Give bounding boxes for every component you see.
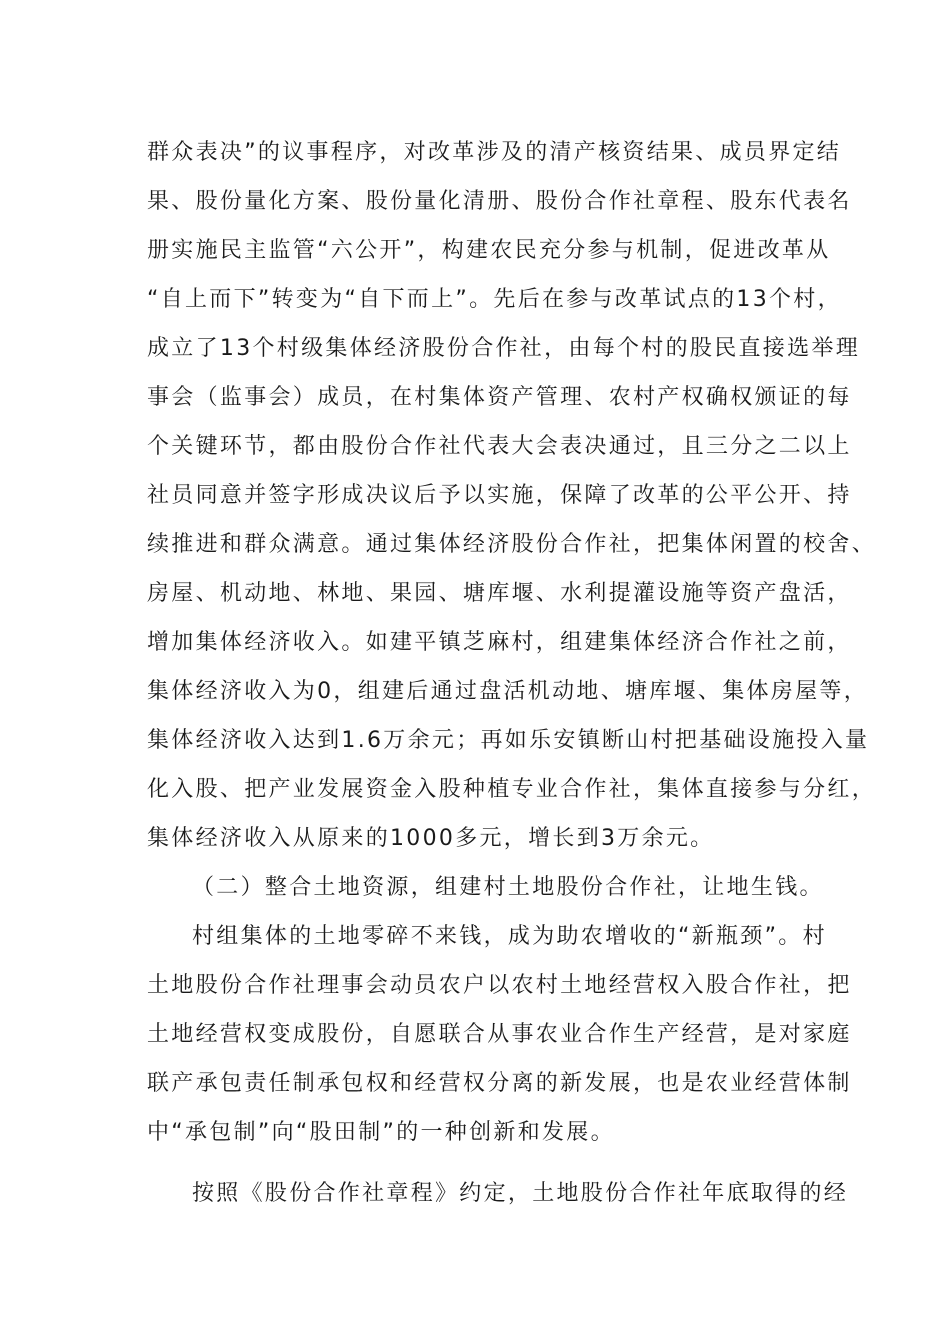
text-line: 事会（监事会）成员，在村集体资产管理、农村产权确权颁证的每 [147, 385, 852, 410]
paragraph-first-line: 村组集体的土地零碎不来钱，成为助农增收的“新瓶颈”。村 [192, 924, 827, 949]
text-line: 成立了13个村级集体经济股份合作社，由每个村的股民直接选举理 [147, 336, 860, 361]
text-line: 集体经济收入达到1.6万余元；再如乐安镇断山村把基础设施投入量 [147, 728, 870, 753]
text-line: 续推进和群众满意。通过集体经济股份合作社，把集体闲置的校舍、 [147, 532, 877, 557]
text-line: 房屋、机动地、林地、果园、塘库堰、水利提灌设施等资产盘活， [147, 581, 852, 606]
section-heading: （二）整合土地资源，组建村土地股份合作社，让地生钱。 [192, 875, 824, 900]
text-line: 集体经济收入为0，组建后通过盘活机动地、塘库堰、集体房屋等， [147, 679, 868, 704]
text-line: 中“承包制”向“股田制”的一种创新和发展。 [147, 1120, 615, 1145]
paragraph-first-line: 按照《股份合作社章程》约定，土地股份合作社年底取得的经 [192, 1181, 849, 1206]
text-line: 果、股份量化方案、股份量化清册、股份合作社章程、股东代表名 [147, 189, 852, 214]
text-line: 土地股份合作社理事会动员农户以农村土地经营权入股合作社，把 [147, 973, 852, 998]
text-line: 联产承包责任制承包权和经营权分离的新发展，也是农业经营体制 [147, 1071, 852, 1096]
text-line: 集体经济收入从原来的1000多元，增长到3万余元。 [147, 826, 715, 851]
text-line: 社员同意并签字形成决议后予以实施，保障了改革的公平公开、持 [147, 483, 852, 508]
text-line: 册实施民主监管“六公开”，构建农民充分参与机制，促进改革从 [147, 238, 831, 263]
text-line: 增加集体经济收入。如建平镇芝麻村，组建集体经济合作社之前， [147, 630, 852, 655]
text-line: 化入股、把产业发展资金入股种植专业合作社，集体直接参与分红， [147, 777, 877, 802]
text-line: 土地经营权变成股份，自愿联合从事农业合作生产经营，是对家庭 [147, 1022, 852, 1047]
text-line: 个关键环节，都由股份合作社代表大会表决通过，且三分之二以上 [147, 434, 852, 459]
text-line: 群众表决”的议事程序，对改革涉及的清产核资结果、成员界定结 [147, 140, 842, 165]
text-line: “自上而下”转变为“自下而上”。先后在参与改革试点的13个村， [147, 287, 842, 312]
